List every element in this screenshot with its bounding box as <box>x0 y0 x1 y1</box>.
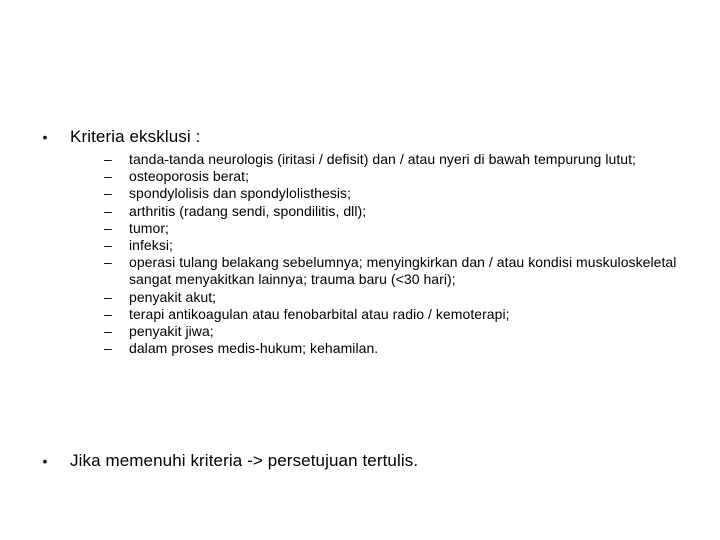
list-item-text: osteoporosis berat; <box>129 168 250 185</box>
list-item-text: dalam proses medis-hukum; kehamilan. <box>129 340 379 357</box>
bullet-dot-icon: • <box>42 129 48 145</box>
bullet-consent <box>38 450 678 472</box>
list-item <box>104 168 684 185</box>
dash-icon: – <box>104 237 112 254</box>
list-item-text: operasi tulang belakang sebelumnya; menyingkirkan dan / atau kondisi muskuloskeletal sangat menyakitkan lainnya; trauma baru (<30 hari); <box>129 254 677 288</box>
list-item-text: terapi antikoagulan atau fenobarbital atau radio / kemoterapi; <box>129 305 510 322</box>
list-item <box>104 237 684 254</box>
list-item-text: tanda-tanda neurologis (iritasi / defisit) dan / atau nyeri di bawah tempurung lutut; <box>129 151 636 167</box>
list-item-text: arthritis (radang sendi, spondilitis, dll); <box>129 202 367 219</box>
list-item <box>104 203 684 220</box>
dash-icon: – <box>104 168 112 185</box>
list-item-text: penyakit akut; <box>129 288 217 305</box>
dash-icon: – <box>104 305 112 322</box>
list-item <box>104 185 684 202</box>
dash-icon: – <box>104 254 112 271</box>
bullet-dot-icon: • <box>42 453 48 469</box>
list-item <box>104 151 684 168</box>
dash-icon: – <box>104 288 112 305</box>
list-item <box>104 340 684 357</box>
dash-icon: – <box>104 185 112 202</box>
bullet-row <box>38 450 678 472</box>
dash-icon: – <box>104 323 112 340</box>
list-item-text: tumor; <box>129 219 169 236</box>
list-item <box>104 289 684 306</box>
bullet-exclusion-criteria <box>38 126 678 148</box>
bullet-row <box>38 126 678 148</box>
list-item <box>104 306 684 323</box>
bullet-text: Jika memenuhi kriteria -> persetujuan tertulis. <box>70 451 419 470</box>
list-item-text: infeksi; <box>129 237 173 254</box>
bullet-text: Kriteria eksklusi : <box>70 127 201 146</box>
list-item <box>104 323 684 340</box>
list-item <box>104 220 684 237</box>
dash-icon: – <box>104 340 112 357</box>
list-item-text: penyakit jiwa; <box>129 323 214 340</box>
dash-icon: – <box>104 219 112 236</box>
exclusion-criteria-list <box>104 151 684 357</box>
list-item <box>104 254 684 288</box>
list-item-text: spondylolisis dan spondylolisthesis; <box>129 185 352 202</box>
dash-icon: – <box>104 202 112 219</box>
dash-icon: – <box>104 151 112 167</box>
